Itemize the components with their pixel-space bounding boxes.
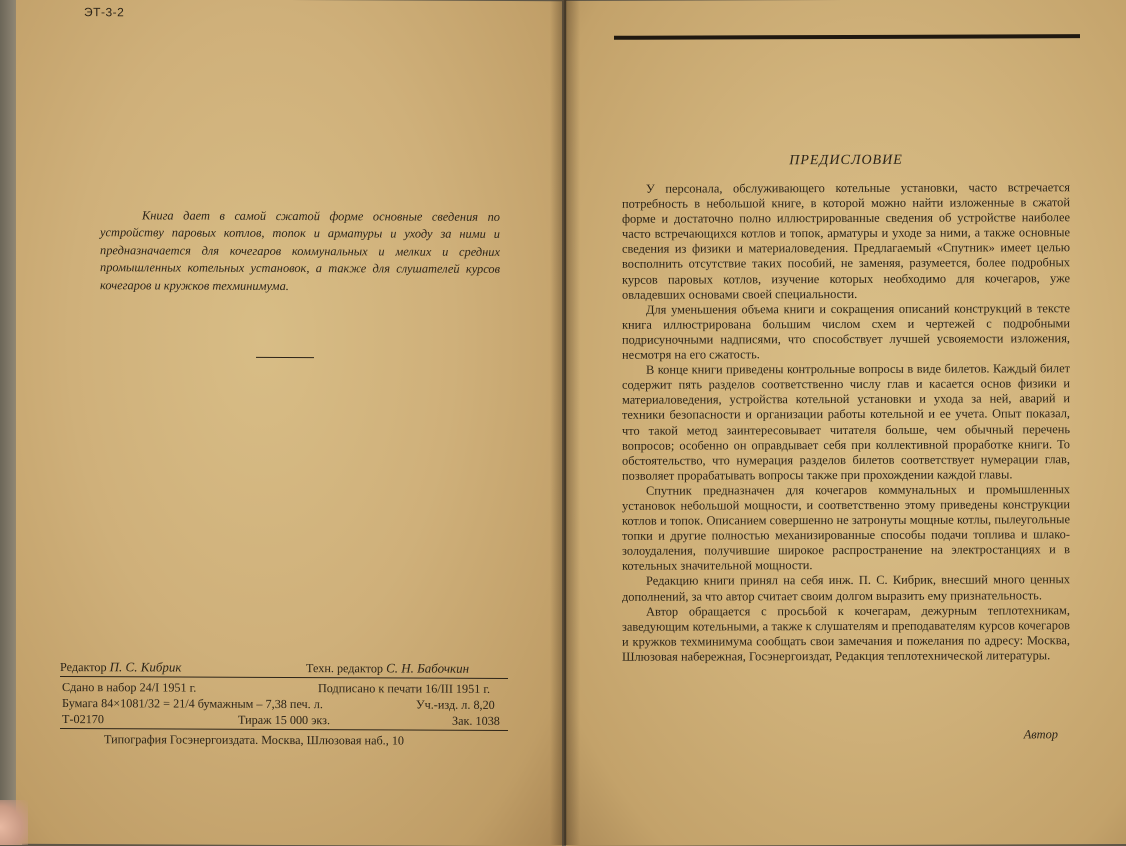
preface-paragraph: Для уменьшения объема книги и сокращения описаний конструкций в тексте книга иллюстрирована большим числом схем и чертежей с подробными подрисуночными надписями, что способствует лучшей усвояемости изложения, несмотря на его сжатость. [622,300,1070,362]
sent-to-print: Сдано в набор 24/I 1951 г. [62,680,197,695]
left-page [16,0,562,846]
preface-paragraph: В конце книги приведены контрольные вопросы в виде билетов. Каждый билет содержит пять разделов соответственно числу глав и касается основ физики и материаловедения, устройства котельной установки и ухода за ней, аварий и техники безопасности и организации работы котельной и ее учета. Опыт показал, что такой метод заинтересовывает читателя больше, чем обычный перечень вопросов; особенно он оправдывает себя при коллективной проработке книги. То обстоятельство, что нумерация разделов билетов соответствует нумерации глав, позволяет прорабатывать вопросы также при прохождении каждой главы. [622,361,1070,483]
imprint-dates-row [60,679,508,697]
book-annotation [100,207,500,296]
print-run: Тираж 15 000 экз. [238,712,331,728]
preface-paragraph: Автор обращается с просьбой к кочегарам, дежурным теплотехникам, заведующим котельными, а также к слушателям и преподавателям курсов кочегаров и кружков техминимума сообщать свои замечания и пожелания по адресу: Москва, Шлюзовая набережная, Госэнергоиздат, Редакция теплотехнической литературы. [622,602,1070,664]
right-page [566,0,1126,846]
preface-heading: ПРЕДИСЛОВИЕ [789,152,903,169]
paper-format: Бумага 84×1081/32 = 21/4 бумажным – 7,38 печ. л. [62,696,323,712]
imprint-paper-row [60,695,508,713]
printer-name: Типография Госэнергоиздата. Москва, Шлюзовая наб., 10 [104,732,405,748]
preface-paragraph: Редакцию книги принял на себя инж. П. С. Кибрик, внесший много ценных дополнений, за что автор считает своим долгом выразить ему признательность. [622,572,1070,604]
imprint-run-row [60,711,508,729]
tech-editor-name: С. Н. Бабочкин [386,660,470,676]
catalog-code: ЭТ-3-2 [84,5,125,20]
annotation-text: Книга дает в самой сжатой форме основные сведения по устройству паровых котлов, топок и арматуры и уходу за ними и предназначается для кочегаров коммунальных и мелких и средних промышленных котельных установок, а также для слушателей курсов кочегаров и кружков техминимума. [100,208,500,293]
header-rule [614,34,1080,40]
preface-paragraph: Спутник предназначен для кочегаров коммунальных и промышленных установок небольшой мощности, и соответственно этому приведены конструкции котлов и топок. Описанием совершенно не затронуты мощные котлы, пылеугольные топки и другие полностью механизированные способы подачи топлива и шлако-золоудаления, получившие широкое распространение на электростанциях и в котельных значительной мощности. [622,482,1070,574]
book-gutter [550,0,580,845]
preface-paragraph: У персонала, обслуживающего котельные установки, часто встречается потребность в небольшой книге, в которой можно найти изложенные в сжатой форме и достаточно полно иллюстрированные сведения об устройстве наиболее часто встречающихся котлов и топок, арматуры и уходе за ними, а также основные сведения из физики и материаловедения. Предлагаемый «Спутник» имеет целью восполнить отсутствие таких пособий, не заменяя, разумеется, более подробных курсов паровых котлов, изучение которых необходимо для кочегаров, уже овладевших основами своей специальности. [622,180,1070,302]
imprint-printer-row [60,731,508,749]
license-number: Т-02170 [62,712,104,727]
tech-editor-label: Техн. редактор [306,661,384,676]
tech-editor-credit [306,660,469,677]
preface-body [622,180,1070,665]
editor-name: П. С. Кибрик [109,659,182,675]
publisher-sheets: Уч.-изд. л. 8,20 [416,697,495,712]
editor-label: Редактор [60,660,107,675]
editor-credit [60,659,181,676]
signed-to-print: Подписано к печати 16/III 1951 г. [318,681,491,696]
divider-rule [256,357,314,358]
imprint-editors-row [60,659,508,677]
order-number: Зак. 1038 [452,713,500,728]
author-signature: Автор [1023,727,1058,742]
imprint-block [60,659,508,749]
finger-shadow [0,800,28,845]
